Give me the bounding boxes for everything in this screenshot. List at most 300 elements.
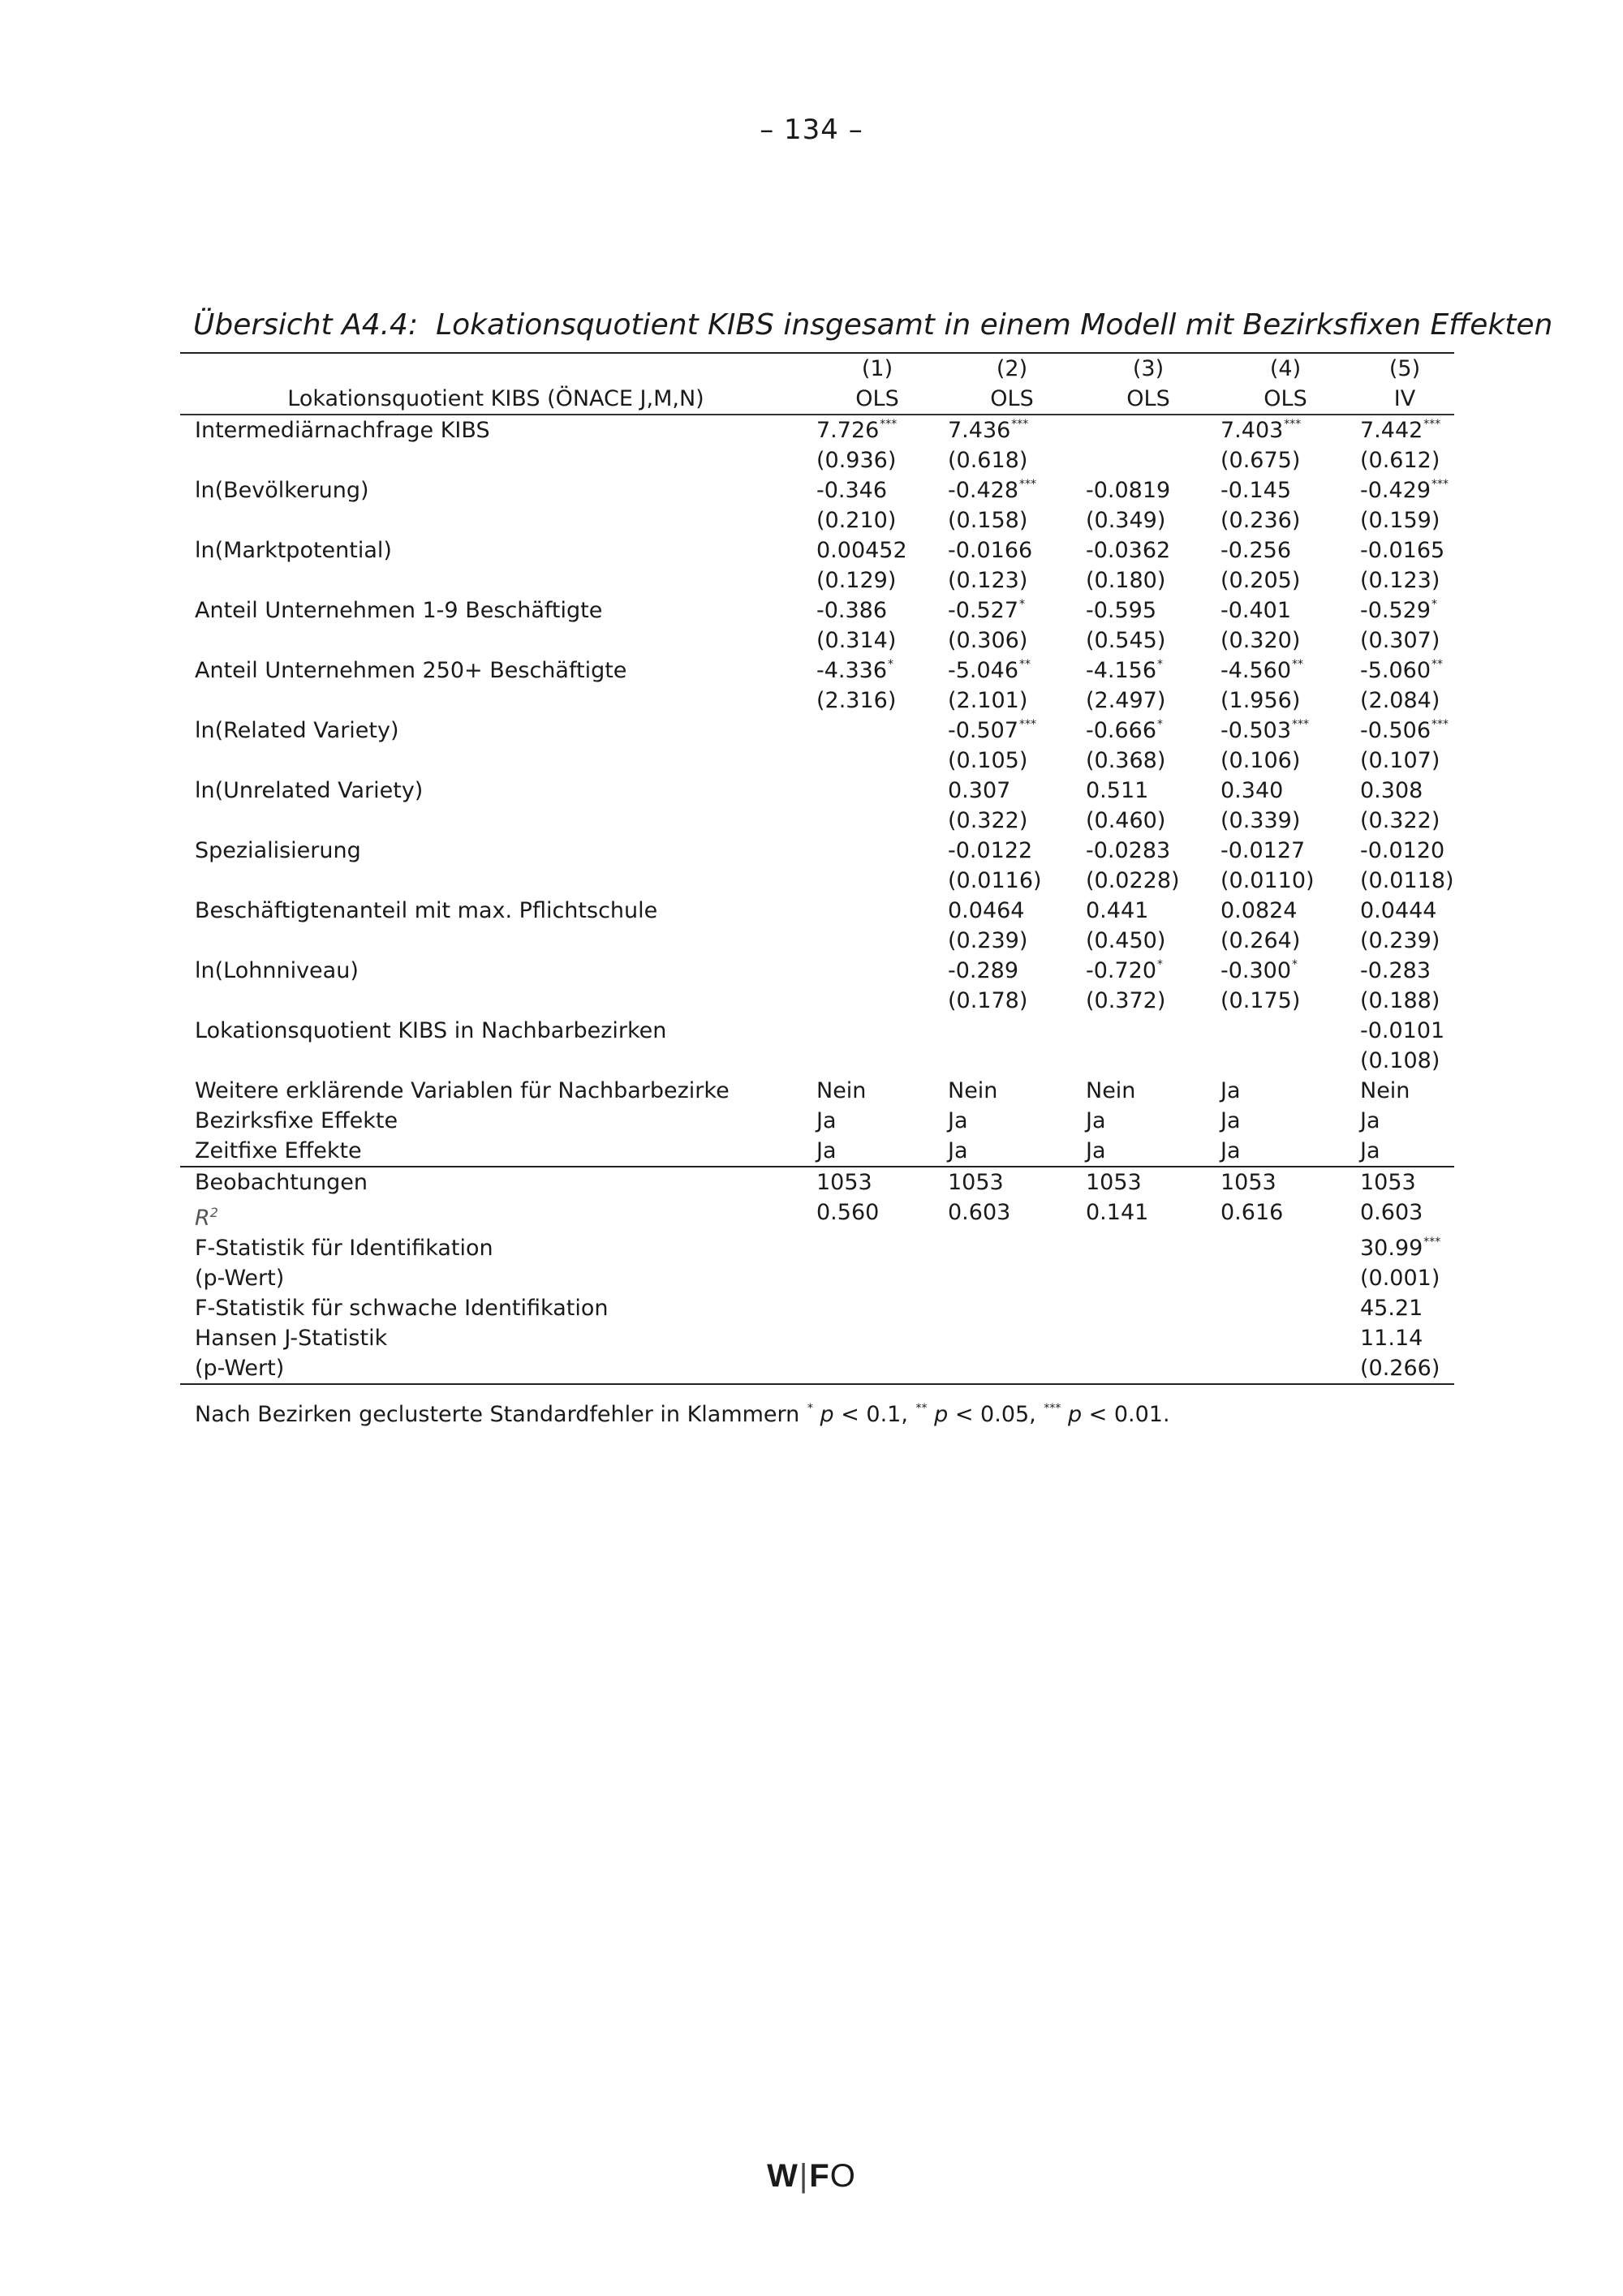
- coefficient-cell: [943, 595, 1081, 626]
- standard-error-cell: [1355, 505, 1454, 535]
- coefficient-cell: [1216, 776, 1355, 806]
- cell-value: -0.428: [948, 478, 1019, 503]
- statistic-cell: [1216, 1293, 1355, 1323]
- significance-stars: *: [1157, 958, 1164, 971]
- significance-stars: ***: [880, 418, 898, 431]
- cell-value: Ja: [1086, 1138, 1106, 1163]
- cell-value: (2.316): [816, 688, 897, 713]
- cell-value: (0.0116): [948, 868, 1042, 893]
- cell-value: 11.14: [1360, 1326, 1423, 1351]
- coefficient-row: [180, 535, 1454, 565]
- statistic-cell: [1081, 1233, 1216, 1263]
- column-number: (4): [1216, 353, 1355, 384]
- cell-value: 0.0444: [1360, 898, 1437, 923]
- coefficient-cell: [1216, 535, 1355, 565]
- significance-stars: **: [1292, 658, 1304, 671]
- coefficient-row: [180, 776, 1454, 806]
- footnote-star: **: [915, 1402, 928, 1415]
- standard-error-cell: [1081, 866, 1216, 896]
- standard-error-cell: [1081, 986, 1216, 1016]
- cell-value: -0.0165: [1360, 538, 1445, 563]
- row-label: ln(Lohnniveau): [195, 958, 359, 983]
- cell-value: (0.239): [948, 928, 1028, 953]
- column-method: OLS: [812, 384, 943, 415]
- coefficient-cell: [1216, 415, 1355, 445]
- standard-error-row: [180, 565, 1454, 595]
- cell-value: 0.340: [1220, 778, 1284, 803]
- coefficient-cell: [812, 716, 943, 746]
- row-label: Weitere erklärende Variablen für Nachbarbezirke: [195, 1078, 730, 1103]
- logo-f: F: [809, 2158, 830, 2194]
- significance-stars: ***: [1011, 418, 1029, 431]
- cell-value: 0.603: [1360, 1200, 1423, 1225]
- statistic-cell: [1081, 1263, 1216, 1293]
- coefficient-cell: [812, 656, 943, 686]
- cell-value: (0.545): [1086, 628, 1166, 653]
- cell-value: Nein: [1360, 1078, 1410, 1103]
- regression-table: [180, 352, 1454, 1385]
- standard-error-cell: [1355, 445, 1454, 475]
- significance-stars: ***: [1284, 418, 1302, 431]
- table-footnote: [195, 1402, 1170, 1427]
- standard-error-cell: [812, 686, 943, 716]
- standard-error-cell: [1216, 686, 1355, 716]
- significance-stars: ***: [1431, 718, 1449, 731]
- standard-error-cell: [1355, 746, 1454, 776]
- control-cell: [1355, 1136, 1454, 1167]
- cell-value: -0.529: [1360, 598, 1431, 623]
- cell-value: (0.123): [948, 568, 1028, 593]
- control-row: [180, 1076, 1454, 1106]
- coefficient-cell: [1216, 595, 1355, 626]
- standard-error-cell: [1081, 926, 1216, 956]
- standard-error-cell: [943, 746, 1081, 776]
- cell-value: (0.180): [1086, 568, 1166, 593]
- standard-error-cell: [1216, 445, 1355, 475]
- cell-value: (0.236): [1220, 508, 1301, 533]
- standard-error-cell: [1216, 926, 1355, 956]
- control-cell: [1216, 1136, 1355, 1167]
- row-label: ln(Bevölkerung): [195, 478, 369, 503]
- standard-error-cell: [812, 806, 943, 836]
- column-number: (2): [943, 353, 1081, 384]
- coefficient-cell: [812, 595, 943, 626]
- row-label: Spezialisierung: [195, 838, 361, 863]
- row-label-text: F-Statistik für schwache Identifikation: [195, 1296, 609, 1321]
- row-label: [180, 1293, 812, 1323]
- cell-value: 0.0824: [1220, 898, 1298, 923]
- statistic-cell: [1081, 1167, 1216, 1197]
- standard-error-row: [180, 445, 1454, 475]
- coefficient-row: [180, 716, 1454, 746]
- statistic-cell: [1216, 1323, 1355, 1353]
- cell-value: (0.618): [948, 448, 1028, 473]
- coefficient-cell: [1081, 896, 1216, 926]
- significance-stars: ***: [1431, 478, 1449, 491]
- standard-error-cell: [812, 986, 943, 1016]
- row-label-text: Beobachtungen: [195, 1170, 368, 1195]
- standard-error-cell: [812, 926, 943, 956]
- row-label: [180, 1353, 812, 1384]
- cell-value: (0.123): [1360, 568, 1440, 593]
- standard-error-row: [180, 1046, 1454, 1076]
- cell-value: -0.0120: [1360, 838, 1445, 863]
- standard-error-cell: [812, 746, 943, 776]
- control-cell: [1355, 1076, 1454, 1106]
- cell-value: (2.497): [1086, 688, 1166, 713]
- coefficient-cell: [1355, 1016, 1454, 1046]
- significance-stars: *: [888, 658, 894, 671]
- standard-error-cell: [1081, 565, 1216, 595]
- cell-value: Nein: [1086, 1078, 1136, 1103]
- column-number: (1): [812, 353, 943, 384]
- standard-error-cell: [1216, 565, 1355, 595]
- cell-value: (0.0228): [1086, 868, 1180, 893]
- cell-value: (0.106): [1220, 748, 1301, 773]
- coefficient-cell: [1216, 656, 1355, 686]
- row-label-empty: [180, 626, 812, 656]
- statistic-cell: [812, 1263, 943, 1293]
- row-label-empty: [180, 866, 812, 896]
- statistic-cell: [1216, 1197, 1355, 1233]
- cell-value: 1053: [1086, 1170, 1142, 1195]
- cell-value: Ja: [1220, 1138, 1241, 1163]
- cell-value: (0.339): [1220, 808, 1301, 833]
- column-number: (5): [1355, 353, 1454, 384]
- standard-error-cell: [1081, 626, 1216, 656]
- coefficient-cell: [943, 656, 1081, 686]
- significance-stars: *: [1019, 598, 1026, 611]
- standard-error-cell: [943, 1046, 1081, 1076]
- cell-value: Ja: [1220, 1078, 1241, 1103]
- cell-value: -0.0127: [1220, 838, 1306, 863]
- row-label: Beschäftigtenanteil mit max. Pflichtschule: [195, 898, 658, 923]
- standard-error-cell: [943, 926, 1081, 956]
- cell-value: -0.0283: [1086, 838, 1171, 863]
- coefficient-cell: [1355, 595, 1454, 626]
- cell-value: 7.403: [1220, 418, 1284, 443]
- statistic-cell: [943, 1167, 1081, 1197]
- cell-value: -0.666: [1086, 718, 1157, 743]
- significance-stars: **: [1019, 658, 1031, 671]
- statistic-cell: [1216, 1353, 1355, 1384]
- cell-value: -0.506: [1360, 718, 1431, 743]
- cell-value: -0.289: [948, 958, 1019, 983]
- statistic-cell: [1355, 1323, 1454, 1353]
- control-cell: [943, 1106, 1081, 1136]
- coefficient-cell: [812, 776, 943, 806]
- cell-value: Ja: [948, 1108, 968, 1133]
- coefficient-cell: [943, 1016, 1081, 1046]
- statistic-cell: [1216, 1263, 1355, 1293]
- statistic-cell: [943, 1293, 1081, 1323]
- cell-value: -5.060: [1360, 658, 1431, 683]
- table-header-numbers: [180, 353, 1454, 384]
- page-number: – 134 –: [760, 114, 863, 146]
- cell-value: -0.595: [1086, 598, 1157, 623]
- cell-value: (0.175): [1220, 988, 1301, 1013]
- statistic-cell: [812, 1167, 943, 1197]
- cell-value: (0.675): [1220, 448, 1301, 473]
- cell-value: -0.507: [948, 718, 1019, 743]
- cell-value: (0.210): [816, 508, 897, 533]
- control-cell: [1081, 1136, 1216, 1167]
- footnote-threshold: < 0.1,: [833, 1402, 915, 1427]
- coefficient-cell: [1081, 595, 1216, 626]
- control-cell: [1355, 1106, 1454, 1136]
- coefficient-cell: [1355, 836, 1454, 866]
- cell-value: 7.726: [816, 418, 880, 443]
- coefficient-cell: [1216, 836, 1355, 866]
- cell-value: -0.0819: [1086, 478, 1171, 503]
- statistic-cell: [1355, 1167, 1454, 1197]
- standard-error-cell: [943, 565, 1081, 595]
- standard-error-cell: [1081, 746, 1216, 776]
- cell-value: 0.616: [1220, 1200, 1284, 1225]
- cell-value: 1053: [1360, 1170, 1416, 1195]
- row-label: [180, 1167, 812, 1197]
- statistic-cell: [1355, 1353, 1454, 1384]
- cell-value: (0.266): [1360, 1356, 1440, 1381]
- coefficient-cell: [1216, 716, 1355, 746]
- cell-value: (0.159): [1360, 508, 1440, 533]
- coefficient-row: [180, 656, 1454, 686]
- row-label-empty: [180, 806, 812, 836]
- control-cell: [1081, 1106, 1216, 1136]
- row-label: Intermediärnachfrage KIBS: [195, 418, 490, 443]
- cell-value: (1.956): [1220, 688, 1301, 713]
- cell-value: (0.239): [1360, 928, 1440, 953]
- control-cell: [1216, 1076, 1355, 1106]
- standard-error-cell: [812, 565, 943, 595]
- significance-stars: ***: [1019, 478, 1037, 491]
- cell-value: 0.560: [816, 1200, 880, 1225]
- cell-value: (0.158): [948, 508, 1028, 533]
- statistic-cell: [1081, 1293, 1216, 1323]
- coefficient-cell: [1355, 956, 1454, 986]
- coefficient-cell: [943, 716, 1081, 746]
- cell-value: -4.560: [1220, 658, 1292, 683]
- standard-error-cell: [1216, 626, 1355, 656]
- dependent-variable-label: Lokationsquotient KIBS (ÖNACE J,M,N): [180, 384, 812, 415]
- cell-value: 1053: [948, 1170, 1004, 1195]
- control-cell: [943, 1136, 1081, 1167]
- coefficient-cell: [1081, 415, 1216, 445]
- cell-value: Ja: [1360, 1108, 1380, 1133]
- cell-value: -0.346: [816, 478, 888, 503]
- statistic-cell: [812, 1197, 943, 1233]
- cell-value: -0.0122: [948, 838, 1033, 863]
- coefficient-cell: [1081, 956, 1216, 986]
- control-cell: [943, 1076, 1081, 1106]
- standard-error-cell: [1355, 1046, 1454, 1076]
- coefficient-cell: [812, 836, 943, 866]
- control-row: [180, 1106, 1454, 1136]
- standard-error-cell: [812, 626, 943, 656]
- statistic-cell: [1081, 1323, 1216, 1353]
- coefficient-cell: [1081, 656, 1216, 686]
- cell-value: -5.046: [948, 658, 1019, 683]
- statistic-cell: [1216, 1233, 1355, 1263]
- row-label: Anteil Unternehmen 250+ Beschäftigte: [195, 658, 627, 683]
- standard-error-cell: [943, 866, 1081, 896]
- cell-value: -0.386: [816, 598, 888, 623]
- column-number: (3): [1081, 353, 1216, 384]
- table-header-methods: [180, 384, 1454, 415]
- row-label-text: (p-Wert): [195, 1266, 285, 1291]
- standard-error-cell: [1216, 505, 1355, 535]
- cell-value: -4.336: [816, 658, 888, 683]
- standard-error-row: [180, 626, 1454, 656]
- cell-value: -0.256: [1220, 538, 1292, 563]
- cell-value: Ja: [816, 1108, 837, 1133]
- row-label: [180, 1323, 812, 1353]
- cell-value: (0.368): [1086, 748, 1166, 773]
- cell-value: (0.314): [816, 628, 897, 653]
- standard-error-row: [180, 926, 1454, 956]
- statistic-row: [180, 1197, 1454, 1233]
- row-label-empty: [180, 1046, 812, 1076]
- significance-stars: *: [1157, 658, 1164, 671]
- control-cell: [812, 1076, 943, 1106]
- coefficient-cell: [943, 475, 1081, 505]
- coefficient-cell: [812, 415, 943, 445]
- cell-value: 0.307: [948, 778, 1011, 803]
- standard-error-cell: [1216, 986, 1355, 1016]
- row-label-text: (p-Wert): [195, 1356, 285, 1381]
- coefficient-row: [180, 896, 1454, 926]
- control-cell: [1081, 1076, 1216, 1106]
- coefficient-cell: [1081, 836, 1216, 866]
- footnote-threshold: < 0.01.: [1082, 1402, 1170, 1427]
- cell-value: 0.441: [1086, 898, 1149, 923]
- statistic-row: [180, 1293, 1454, 1323]
- coefficient-cell: [1216, 896, 1355, 926]
- coefficient-cell: [1216, 1016, 1355, 1046]
- cell-value: (0.349): [1086, 508, 1166, 533]
- cell-value: -0.283: [1360, 958, 1431, 983]
- coefficient-cell: [812, 956, 943, 986]
- cell-value: -0.300: [1220, 958, 1292, 983]
- coefficient-cell: [943, 836, 1081, 866]
- cell-value: (0.105): [948, 748, 1028, 773]
- significance-stars: *: [1431, 598, 1438, 611]
- statistic-cell: [1355, 1263, 1454, 1293]
- row-label: [180, 1233, 812, 1263]
- column-method: OLS: [943, 384, 1081, 415]
- cell-value: 45.21: [1360, 1296, 1423, 1321]
- statistic-cell: [943, 1323, 1081, 1353]
- coefficient-cell: [943, 776, 1081, 806]
- cell-value: 30.99: [1360, 1236, 1423, 1261]
- standard-error-cell: [943, 986, 1081, 1016]
- standard-error-cell: [1355, 686, 1454, 716]
- statistic-row: [180, 1233, 1454, 1263]
- cell-value: (2.084): [1360, 688, 1440, 713]
- coefficient-cell: [943, 415, 1081, 445]
- statistic-cell: [812, 1353, 943, 1384]
- statistic-cell: [943, 1233, 1081, 1263]
- row-label: Lokationsquotient KIBS in Nachbarbezirken: [195, 1018, 667, 1043]
- coefficient-cell: [943, 535, 1081, 565]
- coefficient-cell: [1081, 716, 1216, 746]
- wifo-logo: [0, 2158, 1623, 2195]
- coefficient-row: [180, 595, 1454, 626]
- standard-error-cell: [1216, 806, 1355, 836]
- row-label-superscript: 2: [209, 1205, 218, 1220]
- coefficient-cell: [1216, 475, 1355, 505]
- statistic-cell: [1081, 1353, 1216, 1384]
- cell-value: (0.0118): [1360, 868, 1454, 893]
- coefficient-cell: [943, 896, 1081, 926]
- footnote-star: *: [807, 1402, 813, 1415]
- cell-value: 7.442: [1360, 418, 1423, 443]
- row-label-empty: [180, 686, 812, 716]
- coefficient-row: [180, 475, 1454, 505]
- cell-value: (0.372): [1086, 988, 1166, 1013]
- significance-stars: ***: [1019, 718, 1037, 731]
- cell-value: 0.308: [1360, 778, 1423, 803]
- cell-value: Ja: [816, 1138, 837, 1163]
- coefficient-row: [180, 836, 1454, 866]
- standard-error-cell: [1081, 505, 1216, 535]
- standard-error-cell: [1355, 866, 1454, 896]
- coefficient-cell: [1355, 716, 1454, 746]
- footnote-p: p: [1067, 1402, 1083, 1427]
- cell-value: (0.936): [816, 448, 897, 473]
- standard-error-cell: [812, 445, 943, 475]
- standard-error-row: [180, 806, 1454, 836]
- standard-error-cell: [812, 505, 943, 535]
- cell-value: (0.322): [948, 808, 1028, 833]
- regression-table-body: [180, 353, 1454, 1384]
- standard-error-cell: [1216, 866, 1355, 896]
- statistic-cell: [943, 1263, 1081, 1293]
- cell-value: -0.429: [1360, 478, 1431, 503]
- cell-value: Ja: [1220, 1108, 1241, 1133]
- row-label-empty: [180, 926, 812, 956]
- control-cell: [812, 1136, 943, 1167]
- coefficient-row: [180, 956, 1454, 986]
- cell-value: -0.145: [1220, 478, 1292, 503]
- cell-value: -0.720: [1086, 958, 1157, 983]
- cell-value: -0.401: [1220, 598, 1292, 623]
- row-label-text: F-Statistik für Identifikation: [195, 1236, 493, 1261]
- cell-value: (0.264): [1220, 928, 1301, 953]
- cell-value: (0.307): [1360, 628, 1440, 653]
- cell-value: -0.0166: [948, 538, 1033, 563]
- statistic-cell: [812, 1293, 943, 1323]
- coefficient-cell: [812, 896, 943, 926]
- coefficient-cell: [1355, 415, 1454, 445]
- row-label: ln(Related Variety): [195, 718, 399, 743]
- cell-value: (0.320): [1220, 628, 1301, 653]
- logo-w: W: [767, 2158, 799, 2194]
- standard-error-row: [180, 746, 1454, 776]
- standard-error-cell: [1355, 806, 1454, 836]
- row-label: ln(Unrelated Variety): [195, 778, 424, 803]
- standard-error-cell: [943, 445, 1081, 475]
- row-label: ln(Marktpotential): [195, 538, 392, 563]
- standard-error-row: [180, 986, 1454, 1016]
- cell-value: -0.527: [948, 598, 1019, 623]
- footnote-star: ***: [1044, 1402, 1061, 1415]
- coefficient-cell: [812, 1016, 943, 1046]
- standard-error-cell: [943, 806, 1081, 836]
- column-method: OLS: [1081, 384, 1216, 415]
- cell-value: (0.188): [1360, 988, 1440, 1013]
- cell-value: 0.00452: [816, 538, 907, 563]
